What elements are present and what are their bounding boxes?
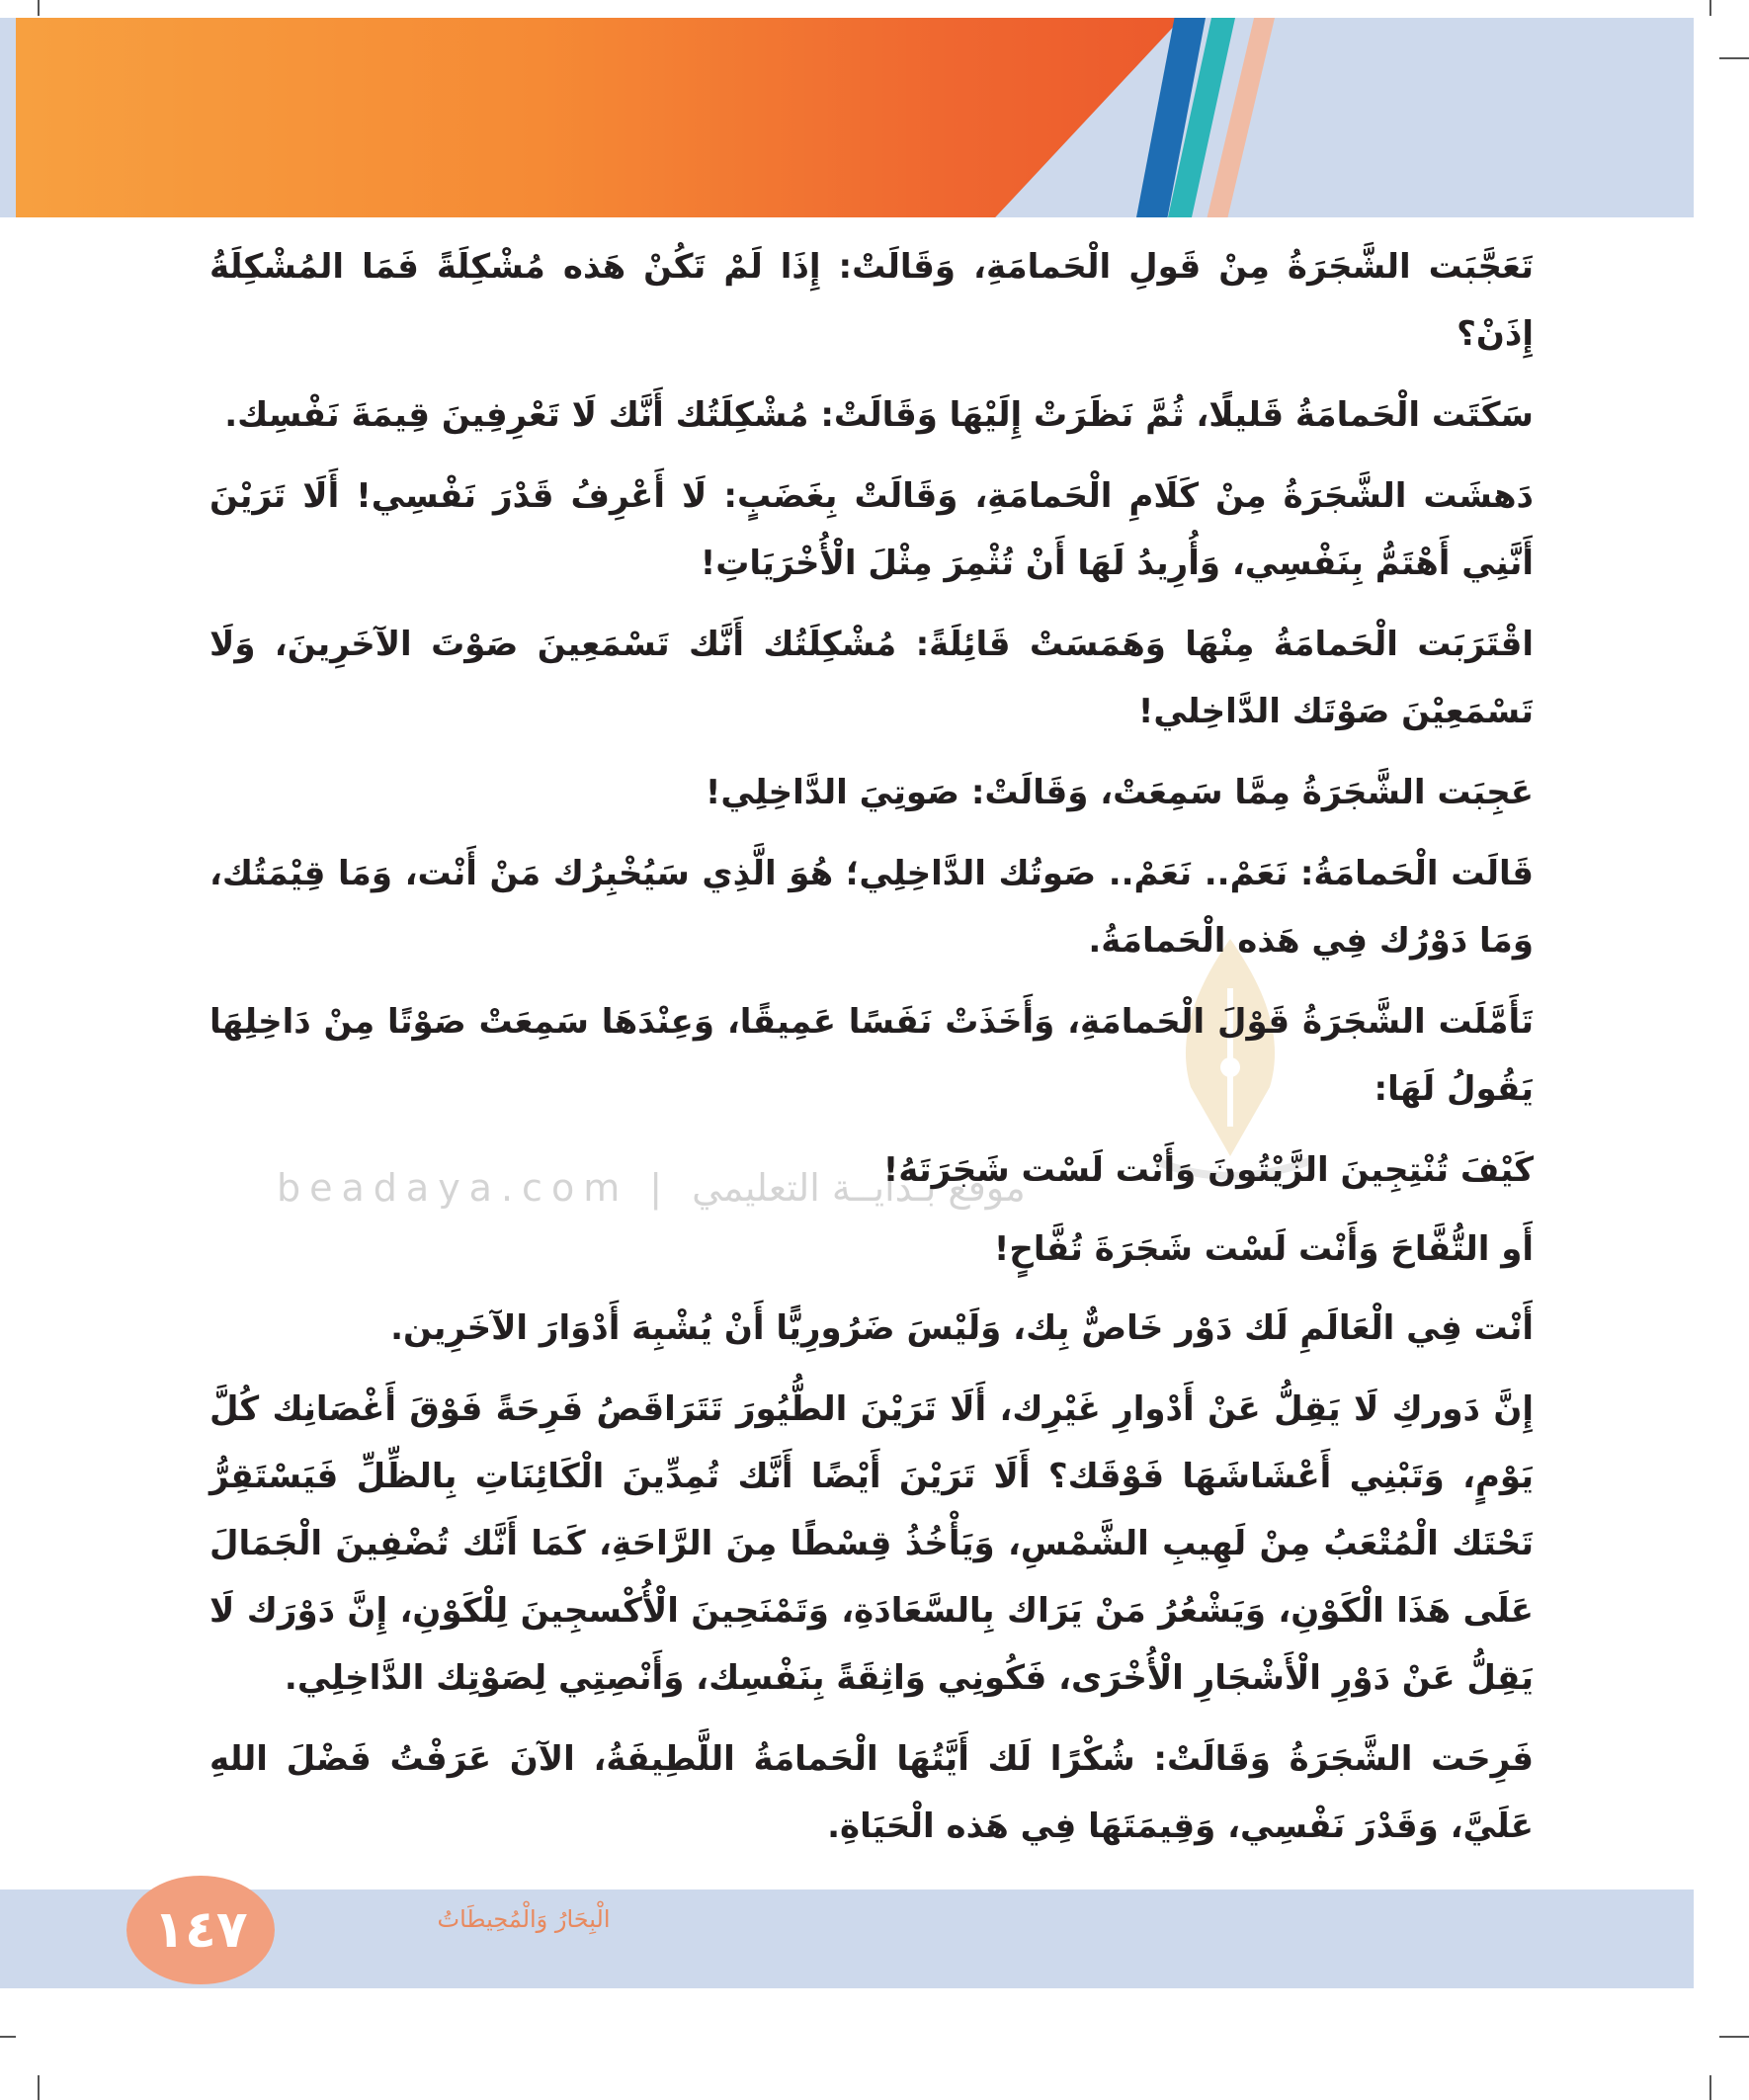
paragraph: اقْتَرَبَت الْحَمامَةُ مِنْهَا وَهَمَسَتْ قَائِلَةً: مُشْكِلَتُك أَنَّك تَسْمَعِينَ صَوْتَ الآخَرِينَ، وَلَا تَسْمَعِيْنَ صَوْتَك الدَّاخِلي! (209, 625, 1534, 731)
paragraph: عَجِبَت الشَّجَرَةُ مِمَّا سَمِعَتْ، وَقَالَتْ: صَوتِيَ الدَّاخِلِي! (705, 773, 1534, 812)
crop-mark (1709, 2075, 1711, 2100)
page-number: ١٤٧ (153, 1900, 248, 1960)
paragraph: دَهشَت الشَّجَرَةُ مِنْ كَلَامِ الْحَمامَةِ، وَقَالَتْ بِغَضَبٍ: لَا أَعْرِفُ قَدْرَ نَفْسِي! أَلَا تَرَيْنَ أَنَّنِي أَهْتَمُّ بِنَفْسِي، وَأُرِيدُ لَهَا أَنْ تُثْمِرَ مِثْلَ الْأُخْرَيَاتِ! (209, 476, 1534, 583)
paragraph: تَعَجَّبَت الشَّجَرَةُ مِنْ قَولِ الْحَمامَةِ، وَقَالَتْ: إِذَا لَمْ تَكُنْ هَذه مُشْكِلَةً فَمَا المُشْكِلَةُ إِذَنْ؟ (209, 247, 1534, 354)
crop-mark (1709, 0, 1711, 16)
paragraph: كَيْفَ تُنْتِجِينَ الزَّيْتُونَ وَأَنْت لَسْت شَجَرَتَهُ! (882, 1150, 1534, 1190)
paragraph: قَالَت الْحَمامَةُ: نَعَمْ.. نَعَمْ.. صَوتُك الدَّاخِلِي؛ هُوَ الَّذِي سَيُخْبِرُك مَنْ أَنْت، وَمَا قِيْمَتُك، وَمَا دَوْرُك فِي هَذه الْحَمامَةُ. (209, 854, 1534, 961)
story-text (209, 233, 1534, 1874)
paragraph: إِنَّ دَوركِ لَا يَقِلُّ عَنْ أَدْوارِ غَيْرِك، أَلَا تَرَيْنَ الطُّيُورَ تَتَرَاقَصُ فَرِحَةً فَوْقَ أَغْصَانِك كُلَّ يَوْمٍ، وَتَبْنِي أَعْشَاشَهَا فَوْقَك؟ أَلَا تَرَيْنَ أَيْضًا أَنَّك تُمِدِّينَ الْكَائِنَاتِ بِالظِّلِّ فَيَسْتَقِرُّ تَحْتَك الْمُتْعَبُ مِنْ لَهِيبِ الشَّمْسِ، وَيَأْخُذُ قِسْطًا مِنَ الرَّاحَةِ، كَمَا أَنَّك تُضْفِينَ الْجَمَالَ عَلَى هَذَا الْكَوْنِ، وَيَشْعُرُ مَنْ يَرَاك بِالسَّعَادَةِ، وَتَمْنَحِينَ الْأُكْسجِينَ لِلْكَوْنِ، إِنَّ دَوْرَك لَا يَقِلُّ عَنْ دَوْرِ الْأَشْجَارِ الْأُخْرَى، فَكُونِي وَاثِقَةً بِنَفْسِك، وَأَنْصِتِي لِصَوْتِك الدَّاخِلِي. (209, 1389, 1534, 1698)
watermark-url: beadaya.com | موقع بـدايــة التعليمي (277, 1166, 1026, 1210)
paragraph: أَنْت فِي الْعَالَمِ لَك دَوْر خَاصٌّ بِك، وَلَيْسَ ضَرُورِيًّا أَنْ يُشْبِهَ أَدْوَارَ الآخَرِين. (390, 1308, 1534, 1348)
paragraph: تَأَمَّلَت الشَّجَرَةُ قَوْلَ الْحَمامَةِ، وَأَخَذَتْ نَفَسًا عَمِيقًا، وَعِنْدَهَا سَمِعَتْ صَوْتًا مِنْ دَاخِلِهَا يَقُولُ لَهَا: (209, 1002, 1534, 1109)
crop-mark (1719, 2036, 1749, 2038)
unit-title: الْبِحَارُ وَالْمُحِيطَاتُ (437, 1905, 611, 1933)
header-orange-band (16, 18, 1182, 217)
paragraph: أَو التُّفَّاحَ وَأَنْت لَسْت شَجَرَةَ تُفَّاحٍ! (993, 1229, 1534, 1269)
paragraph: سَكَتَت الْحَمامَةُ قَليلًا، ثُمَّ نَظَرَتْ إِلَيْهَا وَقَالَتْ: مُشْكِلَتُك أَنَّك لَا تَعْرِفِينَ قِيمَةَ نَفْسِك. (224, 395, 1534, 435)
crop-mark (0, 2036, 16, 2038)
crop-mark (38, 2075, 40, 2100)
crop-mark (1719, 57, 1749, 59)
paragraph: فَرِحَت الشَّجَرَةُ وَقَالَتْ: شُكْرًا لَك أَيَّتُهَا الْحَمامَةُ اللَّطِيفَةُ، الآنَ عَرَفْتُ فَضْلَ اللهِ عَلَيَّ، وَقَدْرَ نَفْسِي، وَقِيمَتَهَا فِي هَذه الْحَيَاةِ. (209, 1739, 1534, 1846)
crop-mark (38, 0, 40, 16)
